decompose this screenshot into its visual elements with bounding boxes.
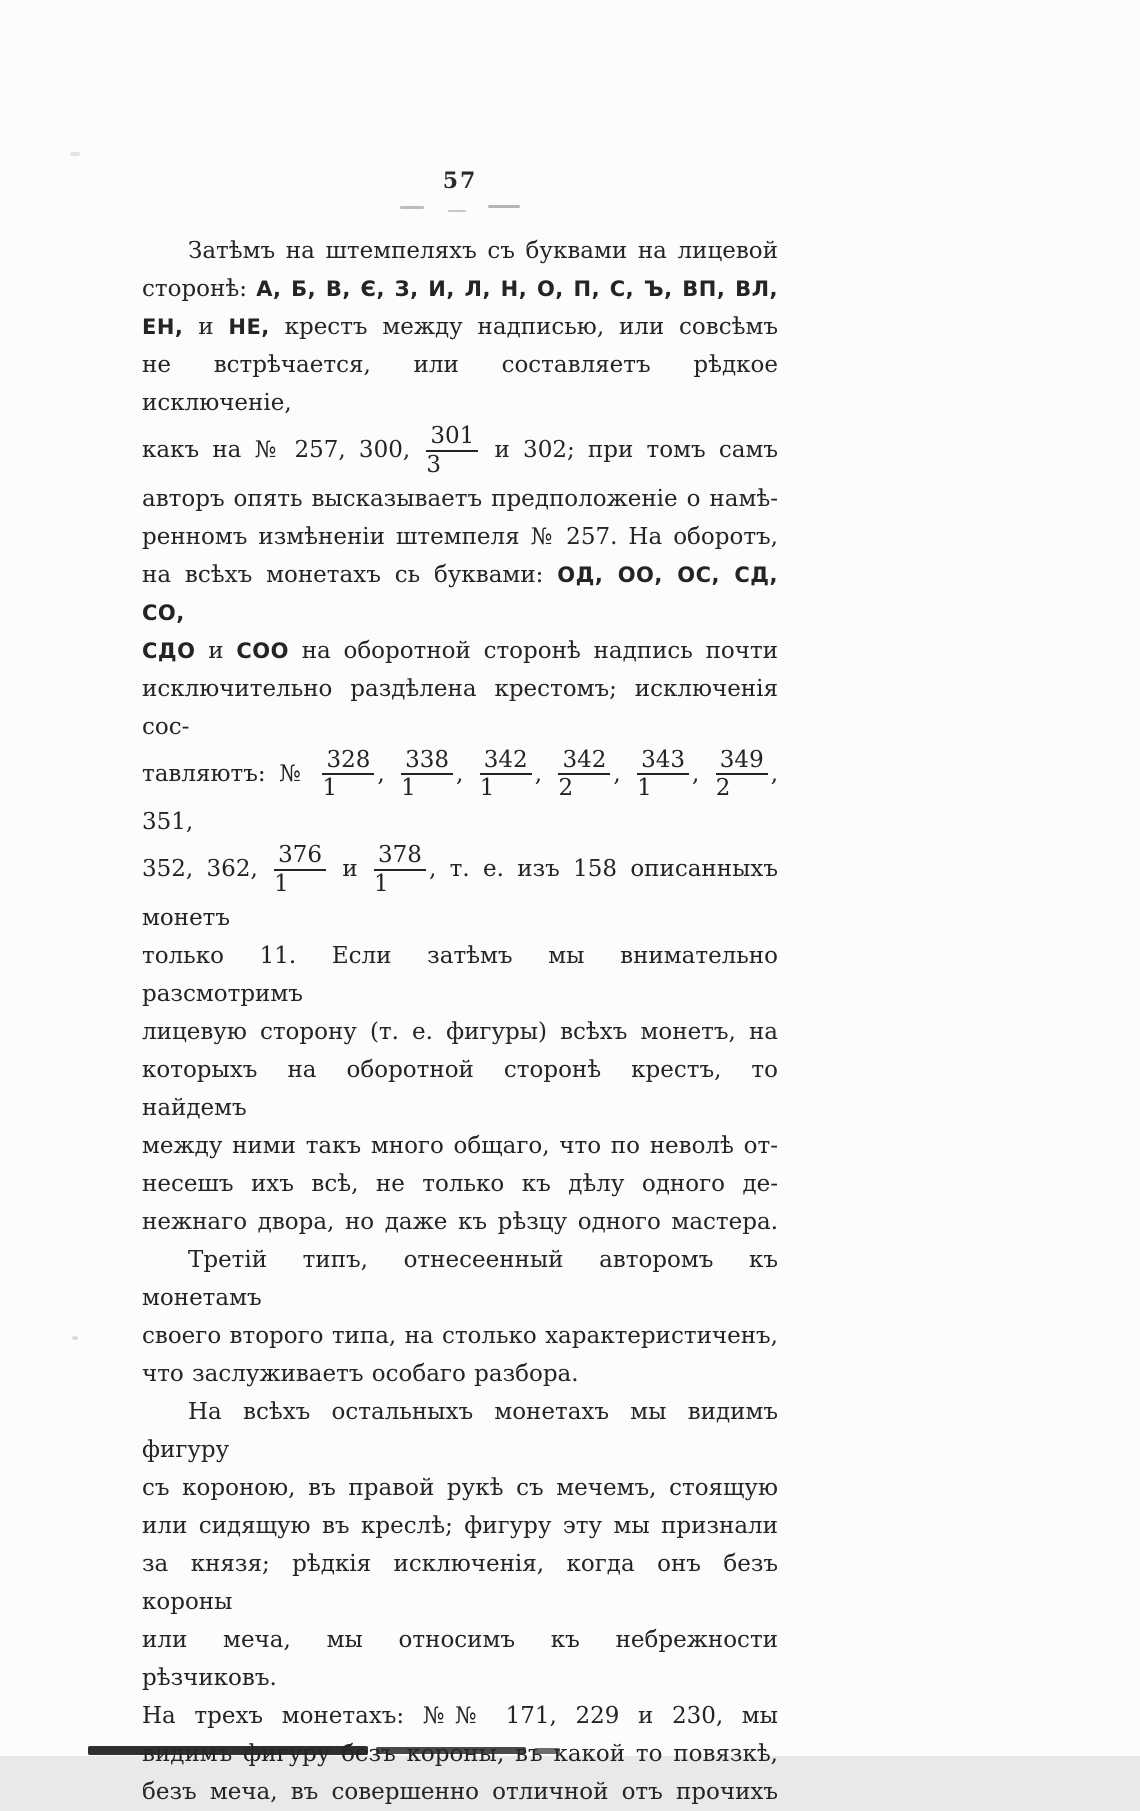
text-segment: авторъ опять высказываетъ предположеніе о намѣ- [142, 485, 778, 512]
text-line [142, 841, 778, 937]
page-number: 57 [442, 168, 478, 194]
text-line [142, 480, 778, 518]
text-segment: нежнаго двора, но даже къ рѣзцу одного мастера. [142, 1208, 778, 1235]
text-line [142, 1013, 778, 1051]
text-segment: безъ меча, въ совершенно отличной отъ прочихъ [142, 1778, 778, 1805]
text-line [142, 632, 778, 670]
catalogue-number-fraction: $\frac{301}{3}$ [424, 424, 480, 478]
mint-letters-bold: ЕН, [142, 315, 184, 339]
text-segment: крестъ между надписью, или совсѣмъ [269, 314, 778, 340]
text-segment: ренномъ измѣненіи штемпеля № 257. На оборотъ, [142, 523, 778, 550]
text-segment: несешъ ихъ всѣ, не только къ дѣлу одного де- [142, 1170, 778, 1197]
text-segment: На трехъ монетахъ: №№ 171, 229 и 230, мы [142, 1702, 778, 1729]
text-segment: и 302; при томъ самъ [481, 436, 778, 463]
text-segment: исключительно раздѣлена крестомъ; исключенія сос- [142, 675, 778, 740]
text-line [142, 1165, 778, 1203]
catalogue-number-fraction: $\frac{376}{1}$ [272, 843, 328, 897]
text-segment: , [613, 760, 635, 787]
catalogue-number-fraction: $\frac{328}{1}$ [320, 748, 376, 802]
scan-artifact [72, 1336, 78, 1340]
text-line [142, 1127, 778, 1165]
text-line [142, 1203, 778, 1241]
text-line [142, 308, 778, 346]
mint-letters-bold: НЕ, [228, 315, 270, 339]
text-segment: Затѣмъ на штемпеляхъ съ буквами на лицевой [188, 238, 778, 264]
text-line [142, 1735, 778, 1773]
text-segment: Третій типъ, отнесеенный авторомъ къ монетамъ [142, 1246, 778, 1311]
text-line [142, 1545, 778, 1621]
text-segment: , [377, 760, 399, 787]
text-line [142, 1469, 778, 1507]
text-line [142, 1697, 778, 1735]
scan-artifact [70, 152, 80, 156]
catalogue-number-fraction: $\frac{343}{1}$ [635, 748, 691, 802]
text-segment: на оборотной сторонѣ надпись почти [288, 637, 779, 664]
catalogue-number-fraction: $\frac{378}{1}$ [372, 843, 428, 897]
mint-letters-bold: А, Б, В, Є, З, И, Л, Н, О, П, С, Ъ, ВП, ВЛ, [256, 277, 778, 301]
text-line [142, 1507, 778, 1545]
text-segment: , [692, 760, 713, 787]
text-segment: что заслуживаетъ особаго разбора. [142, 1360, 579, 1387]
text-line [142, 232, 778, 270]
text-line [142, 270, 778, 308]
text-block [142, 232, 778, 1811]
text-segment: На всѣхъ остальныхъ монетахъ мы видимъ фигуру [142, 1398, 778, 1463]
text-segment: , [534, 760, 556, 787]
text-segment: видимъ фигуру безъ короны, въ какой то повязкѣ, [142, 1740, 778, 1767]
catalogue-number-fraction: $\frac{342}{1}$ [478, 748, 534, 802]
text-segment: или меча, мы относимъ къ небрежности рѣзчиковъ. [142, 1626, 778, 1691]
text-segment: и [329, 856, 372, 883]
text-line [142, 1317, 778, 1355]
mint-letters-bold: СДО [142, 638, 196, 663]
text-line [142, 518, 778, 556]
text-segment: тавляютъ: № [142, 760, 320, 787]
text-line [142, 422, 778, 480]
text-segment: на всѣхъ монетахъ сь буквами: [142, 561, 558, 588]
text-segment: , т. е. изъ 158 описанныхъ монетъ [142, 856, 778, 931]
text-segment: , [456, 760, 477, 787]
scan-artifact [400, 206, 424, 209]
text-segment: которыхъ на оборотной сторонѣ крестъ, то найдемъ [142, 1056, 778, 1121]
text-segment: сторонѣ: [142, 276, 257, 302]
text-line [142, 746, 778, 842]
text-line [142, 1241, 778, 1317]
text-segment: только 11. Если затѣмъ мы внимательно разсмотримъ [142, 942, 778, 1007]
catalogue-number-fraction: $\frac{342}{2}$ [556, 748, 612, 802]
text-line [142, 346, 778, 422]
text-line [142, 1355, 778, 1393]
text-segment: съ короною, въ правой рукѣ съ мечемъ, стоящую [142, 1474, 778, 1501]
text-line [142, 937, 778, 1013]
text-line [142, 556, 778, 632]
text-segment: какъ на № 257, 300, [142, 436, 424, 463]
text-segment: за князя; рѣдкія исключенія, когда онъ безъ короны [142, 1550, 778, 1615]
text-segment: и [195, 637, 237, 664]
scan-artifact [488, 205, 520, 208]
text-line [142, 670, 778, 746]
text-segment: своего второго типа, на столько характеристиченъ, [142, 1322, 778, 1349]
text-line [142, 1621, 778, 1697]
catalogue-number-fraction: $\frac{338}{1}$ [399, 748, 455, 802]
scan-artifact [448, 210, 466, 212]
text-line [142, 1051, 778, 1127]
text-segment: не встрѣчается, или составляетъ рѣдкое исключеніе, [142, 352, 778, 416]
text-segment: 352, 362, [142, 856, 272, 883]
text-segment: лицевую сторону (т. е. фигуры) всѣхъ монетъ, на [142, 1018, 778, 1045]
catalogue-number-fraction: $\frac{349}{2}$ [714, 748, 770, 802]
text-line [142, 1393, 778, 1469]
text-segment: , 351, [142, 760, 779, 836]
mint-letters-bold: ОД, ОО, ОС, СД, СО, [142, 562, 778, 625]
text-line [142, 1773, 778, 1811]
text-segment: или сидящую въ креслѣ; фигуру эту мы признали [142, 1512, 778, 1539]
text-segment: между ними такъ много общаго, что по неволѣ от- [142, 1132, 778, 1159]
mint-letters-bold: СОО [236, 638, 289, 663]
text-segment: и [183, 314, 229, 340]
